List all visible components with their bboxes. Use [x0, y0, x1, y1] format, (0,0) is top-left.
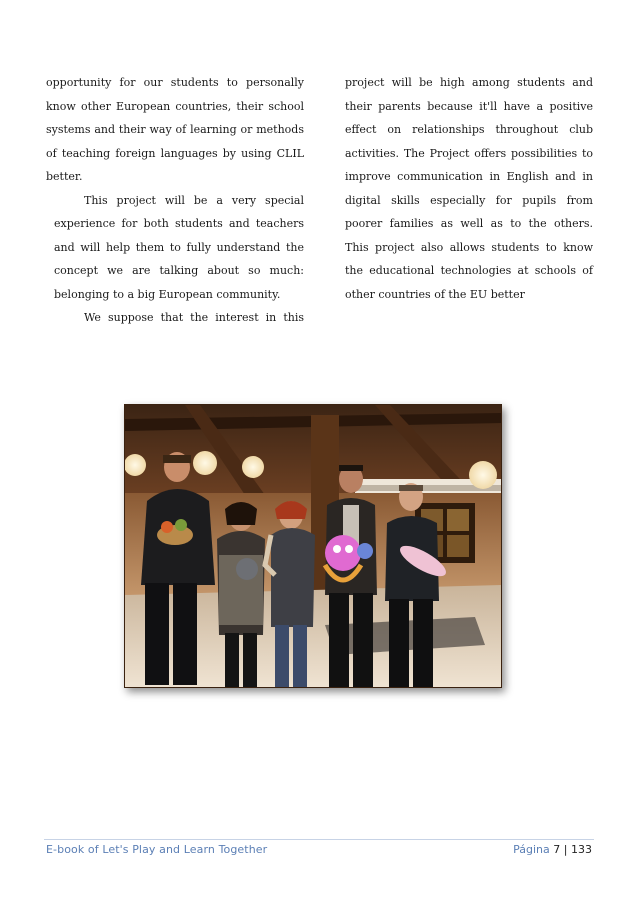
paragraph-intro: opportunity for our students to personally know other European countries, their school systems and their way of learning or methods of teaching foreign languages by using CLIL better.: [46, 76, 304, 183]
paragraph-special-experience: experience for both students and teachers and will help them to fully understand the concept we are talking about so much: belonging to a big European community.: [54, 217, 304, 301]
paragraph-special-experience-first: This project will be a very special: [84, 193, 304, 207]
footer-page-number: [513, 843, 592, 856]
footer-ebook-title: E-book of Let's Play and Learn Together: [46, 843, 268, 856]
paragraph-interest: We suppose that the interest in this: [84, 311, 304, 324]
left-text-column: [46, 71, 304, 330]
page-label: Página: [513, 843, 550, 856]
group-photo: [124, 404, 502, 688]
footer-divider: [44, 839, 594, 840]
paragraph-project-effects: project will be high among students and their parents because it'll have a positive effect on relationships throughout club activities. The Project offers possibilities to improve communication in English and in digital skills especially for pupils from poorer families as well as to the others. This project also allows students to know the educational technologies at schools of other countries of the EU better: [345, 76, 593, 301]
group-photo-image: [125, 405, 501, 687]
total-pages: 133: [571, 843, 592, 856]
right-text-column: [345, 71, 593, 306]
page-separator: |: [563, 843, 568, 856]
current-page: 7: [553, 843, 561, 856]
